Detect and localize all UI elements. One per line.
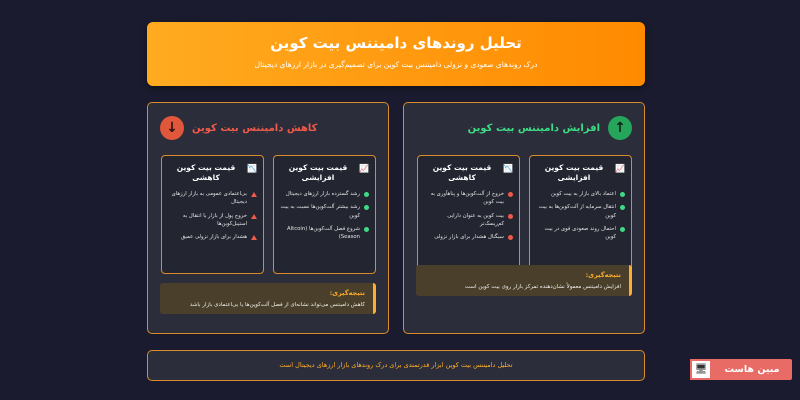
increase-price-rise-card [529, 155, 632, 274]
dot-icon [508, 214, 513, 219]
check-icon [364, 227, 369, 232]
list-item: بیت کوین به عنوان دارایی کم‌ریسک‌تر [424, 212, 513, 228]
list-item: انتقال سرمایه از آلت‌کوین‌ها به بیت کوین [536, 203, 625, 219]
card-list [536, 190, 625, 241]
dot-icon [508, 235, 513, 240]
footer-note: تحلیل دامیننس بیت کوین ابزار قدرتمندی برای درک روندهای بازار ارزهای دیجیتال است [147, 350, 645, 381]
decrease-price-fall-card [161, 155, 264, 274]
check-icon [364, 205, 369, 210]
card-list [280, 190, 369, 241]
chart-down-icon: 📉 [503, 164, 513, 173]
warning-icon [251, 214, 257, 219]
list-item: شروع فصل آلت‌کوین‌ها (Altcoin Season) [280, 225, 369, 241]
check-icon [620, 192, 625, 197]
decrease-panel-header [160, 113, 376, 143]
increase-price-fall-card [417, 155, 520, 274]
decrease-panel-title: کاهش دامیننس بیت کوین [192, 122, 318, 134]
check-icon [620, 205, 625, 210]
decrease-conclusion [160, 283, 376, 314]
dot-icon [508, 192, 513, 197]
list-item: رشد بیشتر آلت‌کوین‌ها نسبت به بیت کوین [280, 203, 369, 219]
list-item: احتمال روند صعودی قوی در بیت کوین [536, 225, 625, 241]
card-list [424, 190, 513, 241]
conclusion-text: کاهش دامیننس می‌تواند نشانه‌ای از فصل آلت‌کوین‌ها یا بی‌اعتمادی بازار باشد [189, 302, 365, 308]
list-item: خروج پول از بازار یا انتقال به استیبل‌کوین‌ها [168, 212, 257, 228]
logo-text: مبین هاست [724, 364, 780, 375]
warning-icon [251, 235, 257, 240]
decrease-dominance-panel [147, 102, 389, 334]
mobinhost-logo[interactable] [690, 359, 792, 380]
list-item: اعتماد بالای بازار به بیت کوین [536, 190, 625, 198]
card-title: قیمت بیت کوین افزایشی [544, 163, 604, 183]
card-list [168, 190, 257, 241]
page-subtitle: درک روندهای صعودی و نزولی دامیننس بیت کوین برای تصمیم‌گیری در بازار ارزهای دیجیتال [254, 60, 538, 69]
card-title: قیمت بیت کوین کاهشی [176, 163, 236, 183]
conclusion-title: نتیجه‌گیری: [585, 271, 621, 279]
increase-panel-title: افزایش دامیننس بیت کوین [467, 122, 600, 134]
increase-dominance-panel [403, 102, 645, 334]
card-title: قیمت بیت کوین کاهشی [432, 163, 492, 183]
list-item: رشد گسترده بازار ارزهای دیجیتال [280, 190, 369, 198]
list-item: خروج از آلت‌کوین‌ها و پناهآوری به بیت کوین [424, 190, 513, 206]
list-item: سیگنال هشدار برای بازار نزولی [424, 233, 513, 241]
list-item: بی‌اعتمادی عمومی به بازار ارزهای دیجیتال [168, 190, 257, 206]
chart-up-icon: 📈 [359, 164, 369, 173]
card-title: قیمت بیت کوین افزایشی [288, 163, 348, 183]
check-icon [364, 192, 369, 197]
conclusion-text: افزایش دامیننس معمولاً نشان‌دهنده تمرکز بازار روی بیت کوین است [465, 284, 621, 290]
check-icon [620, 227, 625, 232]
decrease-price-rise-card [273, 155, 376, 274]
warning-icon [251, 192, 257, 197]
server-icon: 🖥 [690, 359, 712, 380]
arrow-down-icon: ↓ [160, 116, 184, 140]
increase-conclusion [416, 265, 632, 296]
page-header [147, 22, 645, 86]
arrow-up-icon: ↑ [608, 116, 632, 140]
chart-up-icon: 📈 [615, 164, 625, 173]
increase-panel-header [416, 113, 632, 143]
chart-down-icon: 📉 [247, 164, 257, 173]
list-item: هشدار برای بازار نزولی عمیق [168, 233, 257, 241]
conclusion-title: نتیجه‌گیری: [329, 289, 365, 297]
page-title: تحلیل روندهای دامیننس بیت کوین [270, 34, 522, 52]
